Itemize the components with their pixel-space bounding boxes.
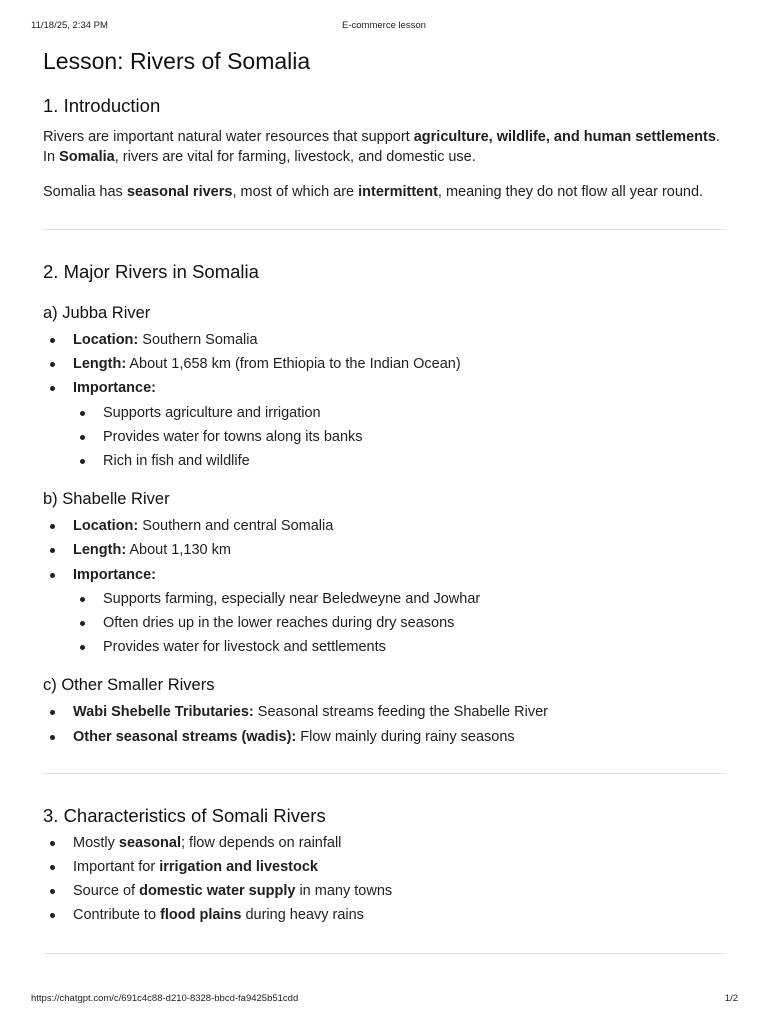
lesson-title: Lesson: Rivers of Somalia [43,48,311,74]
list-item [43,514,726,538]
list-item: Supports agriculture and irrigation [73,401,726,425]
item-value: About 1,658 km (from Ethiopia to the Indian Ocean) [126,356,461,373]
item-label: Location: [73,332,139,348]
print-footer [0,993,768,1007]
item-label: Length: [73,356,127,373]
bold-text: intermittent [358,184,438,200]
list-item [43,328,726,352]
text-run: Contribute to [73,907,161,924]
text-run: Somalia has [43,184,127,200]
item-value: Seasonal streams feeding the Shabelle River [253,704,548,721]
intro-paragraph-1 [43,127,726,167]
item-label: Length: [73,542,127,559]
list-item [43,376,726,473]
item-value: About 1,130 km [126,542,231,559]
item-label: Location: [73,518,139,535]
text-run: ; flow depends on rainfall [181,834,342,851]
bold-text: seasonal rivers [126,184,233,200]
text-run: during heavy rains [241,907,364,924]
lesson-content [43,44,726,954]
text-run: , rivers are vital for farming, livestock, and domestic use. [114,149,476,165]
other-rivers-list [43,700,726,748]
text-run: Important for [73,859,160,876]
bold-text: domestic water supply [139,883,296,900]
list-item: Provides water for towns along its banks [73,425,726,449]
list-item: Supports farming, especially near Beledweyne and Jowhar [73,587,726,611]
item-value: Southern and central Somalia [138,518,334,535]
list-item [43,563,726,660]
list-item [43,855,726,879]
characteristics-heading: 3. Characteristics of Somali Rivers [43,804,326,826]
text-run: Rivers are important natural water resources that support [43,129,414,145]
shabelle-importance-list [73,587,726,660]
bold-text: agriculture, wildlife, and human settlements [413,129,716,145]
item-label: Importance: [73,566,156,583]
intro-heading: 1. Introduction [43,95,161,116]
print-url: https://chatgpt.com/c/691c4c88-d210-8328-bbcd-fa9425b51cdd [31,993,299,1004]
bold-text: flood plains [160,907,242,924]
print-datetime: 11/18/25, 2:34 PM [31,20,108,31]
text-run: in many towns [295,883,393,900]
list-item: Rich in fish and wildlife [73,449,726,473]
section-divider [43,229,726,230]
shabelle-list [43,514,726,659]
list-item: Provides water for livestock and settlements [73,635,726,659]
characteristics-list [43,831,726,928]
shabelle-heading: b) Shabelle River [43,490,170,509]
item-label: Wabi Shebelle Tributaries: [73,704,254,721]
print-page-number: 1/2 [724,993,738,1004]
item-label: Importance: [73,380,156,397]
list-item [43,725,726,749]
text-run: Mostly [73,834,119,851]
jubba-importance-list [73,401,726,474]
list-item [43,879,726,903]
section-divider [43,773,726,774]
list-item: Often dries up in the lower reaches during dry seasons [73,611,726,635]
print-page-title: E-commerce lesson [342,20,426,31]
jubba-list [43,328,726,473]
item-value: Flow mainly during rainy seasons [296,728,515,745]
item-label: Other seasonal streams (wadis): [73,728,297,745]
intro-paragraph-2 [43,182,726,202]
list-item [43,352,726,376]
bold-text: Somalia [59,149,115,165]
bold-text: seasonal [118,834,181,851]
list-item [43,831,726,855]
list-item [43,903,726,927]
major-rivers-heading: 2. Major Rivers in Somalia [43,261,259,282]
text-run: , most of which are [232,184,359,200]
list-item [43,700,726,724]
other-rivers-heading: c) Other Smaller Rivers [43,676,215,695]
text-run: . In [43,129,720,165]
text-run: , meaning they do not flow all year round. [437,184,704,200]
list-item [43,538,726,562]
jubba-heading: a) Jubba River [43,304,151,322]
item-value: Southern Somalia [138,332,258,348]
bold-text: irrigation and livestock [159,859,318,876]
print-header [0,20,768,34]
text-run: Source of [73,883,140,900]
section-divider [43,953,726,954]
